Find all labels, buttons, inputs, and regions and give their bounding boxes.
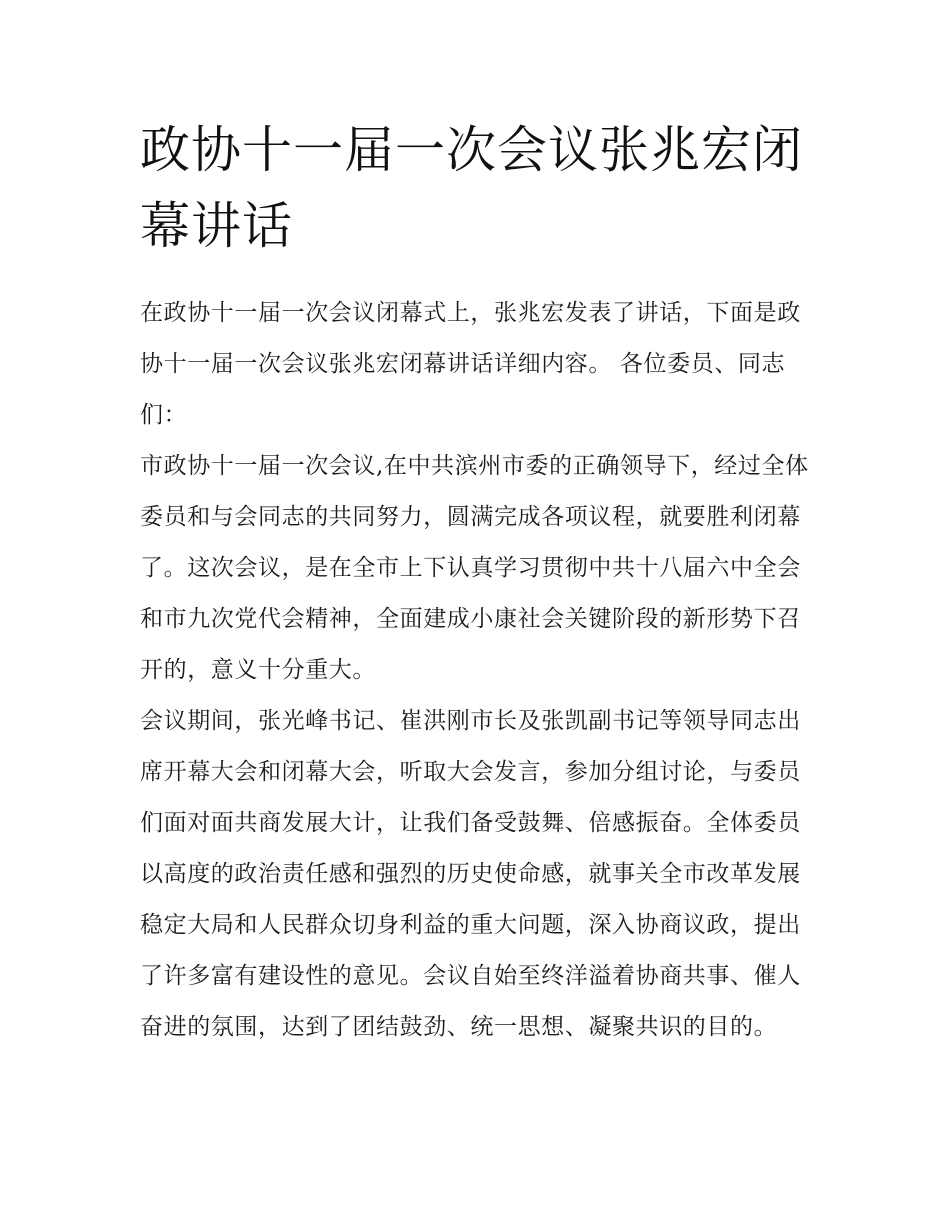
document-title: 政协十一届一次会议张兆宏闭幕讲话 bbox=[140, 121, 803, 255]
paragraph-intro: 在政协十一届一次会议闭幕式上，张兆宏发表了讲话，下面是政协十一届一次会议张兆宏闭幕讲话详细内容。 各位委员、同志们： bbox=[140, 300, 801, 428]
document-page bbox=[140, 112, 812, 1053]
paragraph-session-review: 会议期间，张光峰书记、崔洪刚市长及张凯副书记等领导同志出席开幕大会和闭幕大会，听取大会发言，参加分组讨论，与委员们面对面共商发展大计，让我们备受鼓舞、倍感振奋。全体委员以高度的政治责任感和强烈的历史使命感，就事关全市改革发展稳定大局和人民群众切身利益的重大问题，深入协商议政，提出了许多富有建设性的意见。会议自始至终洋溢着协商共事、催人奋进的氛围，达到了团结鼓劲、统一思想、凝聚共识的目的。 bbox=[140, 708, 801, 1040]
paragraph-session-summary: 市政协十一届一次会议,在中共滨州市委的正确领导下，经过全体委员和与会同志的共同努力，圆满完成各项议程，就要胜利闭幕了。这次会议，是在全市上下认真学习贯彻中共十八届六中全会和市九次党代会精神，全面建成小康社会关键阶段的新形势下召开的，意义十分重大。 bbox=[140, 453, 809, 683]
document-body bbox=[140, 288, 812, 1053]
